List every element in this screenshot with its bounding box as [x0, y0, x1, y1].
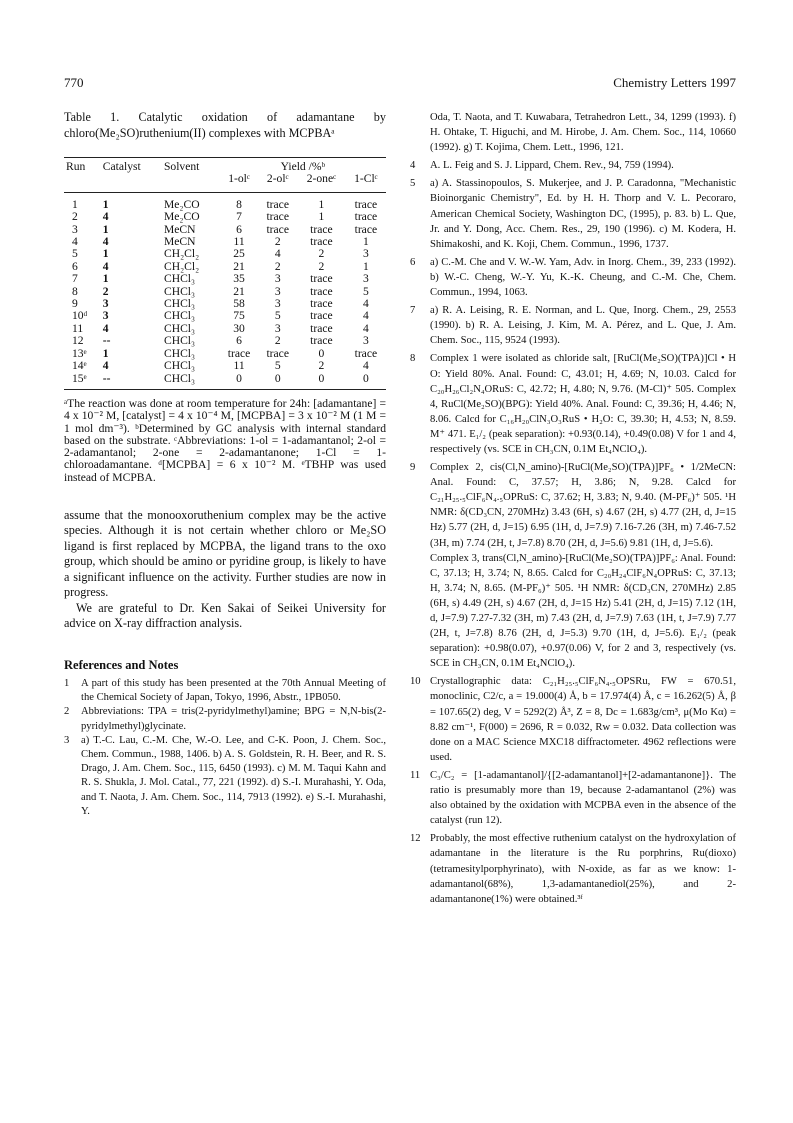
reference-item: [64, 734, 386, 819]
col-run: Run: [66, 160, 86, 173]
table-cell: CHCl₃: [163, 297, 196, 311]
table-cell: CHCl₃: [163, 284, 196, 298]
table-cell: 5: [274, 309, 281, 323]
reference-text: C₃/C₂ = [1-adamantanol]/{[2-adamantanol]+[2-adamantanone]}. The ratio is presumably more than 19, because 2-adamantanol (2%) was also obtained by the oxidation with MCPBA even in the absence of the catalyst (run 12).: [430, 769, 736, 827]
col-catalyst: Catalyst: [102, 160, 141, 173]
right-column: [400, 110, 736, 910]
reference-text: Crystallographic data: C₂₁H₂₅.₅ClF₆N₄.₅OPSRu, FW = 670.51, monoclinic, C2/c, a = 19.000(4) Å, b = 17.974(4) Å, c = 16.262(5) Å, β = 107.65(2) deg, V = 5292(2) Å³, Z = 8, Dc = 1.683g/cm³, μ(Mo Kα) = 8.82 cm⁻¹, F(000) = 2696, R = 0.032, Rw = 0.032. Data collection was done on a MAC Science MXC18 diffractometer. 4962 reflections were used.: [430, 676, 736, 763]
paragraph: assume that the monooxoruthenium complex may be the active species. Although it is not certain whether chloro or Me₂SO ligand is first replaced by MCPBA, the ligand trans to the oxo group, which should be amino or pyridine group, is likely to have a significant influence on the activity. Further studies are now in progress.: [64, 507, 386, 600]
table-cell: trace: [354, 222, 378, 236]
table-cell: 2: [318, 359, 325, 373]
reference-text: A. L. Feig and S. J. Lippard, Chem. Rev., 94, 759 (1994).: [430, 160, 674, 172]
table-cell: 1: [102, 346, 109, 360]
table-cell: 1: [102, 222, 109, 236]
table-cell: 0: [274, 371, 281, 385]
table-cell: 21: [233, 259, 245, 273]
left-column: [64, 110, 386, 819]
table-cell: 5: [72, 247, 78, 261]
reference-item: [400, 303, 736, 348]
reference-number: 3: [64, 734, 70, 746]
table-cell: 15ᵉ: [72, 371, 87, 385]
reference-item: [64, 705, 386, 733]
table-cell: 4: [102, 235, 109, 249]
table-cell: 6: [236, 222, 242, 236]
table-cell: trace: [354, 346, 378, 360]
table-cell: 4: [102, 259, 109, 273]
table-cell: 5: [274, 359, 281, 373]
table-cell: 21: [233, 284, 245, 298]
reference-number: 10: [410, 676, 421, 688]
table-row: [64, 360, 386, 372]
reference-text: a) C.-M. Che and V. W.-W. Yam, Adv. in Inorg. Chem., 39, 233 (1992). b) W.-C. Cheng, W.-Y. Yu, K.-K. Cheung, and C.-M. Che, Chem. Commun., 1994, 1063.: [430, 256, 736, 299]
table-cell: 3: [362, 334, 369, 348]
table-row: [64, 335, 386, 347]
results-table: [64, 157, 386, 390]
table-cell: 75: [233, 309, 245, 323]
table-cell: trace: [310, 297, 333, 311]
table-body: [64, 192, 386, 389]
col-2-one: 2-oneᶜ: [306, 172, 337, 186]
table-row: [64, 298, 386, 310]
reference-text: a) R. A. Leising, R. E. Norman, and L. Que, Inorg. Chem., 29, 2553 (1990). b) R. A. Leising, J. Kim, M. A. Pérez, and L. Que, J. Am. Chem. Soc., 115, 9524 (1993).: [430, 305, 736, 347]
reference-item: [64, 677, 386, 705]
table-row: [64, 236, 386, 248]
table-cell: 0: [362, 371, 369, 385]
reference-item: [400, 674, 736, 765]
table-cell: 3: [72, 222, 78, 236]
table-cell: 13ᵉ: [72, 346, 87, 360]
table-row: [64, 248, 386, 260]
table-cell: 4: [362, 321, 369, 335]
table-cell: CH₂Cl₂: [163, 259, 200, 273]
reference-text: Complex 1 were isolated as chloride salt, [RuCl(Me₂SO)(TPA)]Cl • H O: Yield 80%. Anal. Found: C, 43.01; H, 4.69; N, 10.03. Calcd for C₂₀H₂₆Cl₂N₄ORuS: C, 42.72; H, 4.80; N, 9.76. (M-Cl)⁺ 505. Complex 4, RuCl(Me₂SO)(BPG): Yield 40%. Anal. Found: C, 39.36; H, 4.46; N, 8.06. Calcd for C₁₆H₂₀ClN₃O₃RuS • H₂O: C, 39.30; H, 4.53; N, 8.59. M⁺ 471. E₁/₂ (peak separation): +0.93(0.14), +0.49(0.08) V for 1 and 4, respectively (vs. SCE in CH₃CN, 0.1M Et₄NClO₄).: [430, 353, 736, 455]
table-cell: 11: [72, 321, 84, 335]
table-row: [64, 224, 386, 236]
table-cell: --: [102, 334, 111, 348]
table-caption: Table 1. Catalytic oxidation of adamantane by chloro(Me₂SO)ruthenium(II) complexes with MCPBAᵃ: [64, 110, 386, 140]
table-cell: 4: [102, 321, 109, 335]
table-cell: CHCl₃: [163, 321, 196, 335]
reference-number: 7: [410, 305, 416, 317]
col-1-ol: 1-olᶜ: [228, 172, 250, 186]
reference-continuation: Oda, T. Naota, and T. Kuwabara, Tetrahedron Lett., 34, 1299 (1993). f) H. Ohtake, T. Higuchi, and M. Hirobe, J. Am. Chem. Soc., 114, 10660 (1992). g) T. Kojima, Chem. Lett., 1996, 121.: [430, 112, 736, 154]
table-cell: 6: [236, 334, 242, 348]
table-cell: trace: [266, 222, 289, 236]
table-cell: trace: [310, 235, 333, 249]
reference-item: [400, 176, 736, 251]
reference-text: A part of this study has been presented at the 70th Annual Meeting of the Chemical Society of Japan, Tokyo, 1996, Abstr., 1PB050.: [81, 677, 386, 704]
table-cell: 35: [233, 272, 245, 286]
table-cell: 4: [102, 359, 109, 373]
references-left: [64, 677, 386, 819]
reference-text-continued: Complex 3, trans(Cl,N_amino)-[RuCl(Me₂SO)(TPA)]PF₆: Anal. Found: C, 37.13; H, 3.74; N, 8.65. Calcd for C₂₀H₂₄ClF₆N₄OPRuS: C, 37.13; H, 3.74; N, 8.65. (M-PF₆)⁺ 505. ¹H NMR: δ(CD₃CN, 270MHz) 2.85 (6H, s) 4.49 (2H, s) 4.67 (2H, d, J=15 Hz) 5.41 (2H, d, J=15) 7.12 (1H, d, J=7.9) 7.27-7.32 (3H, m) 7.43 (2H, d, J=7.9) 7.63 (1H, t, J=7.9) 7.77 (2H, t, J=7.8) 8.76 (2H, d, J=5.3) 9.70 (1H, d, J=5.6). E₁/₂ (peak separation): +0.98(0.07), +0.97(0.06) V, for 2 and 3, respectively (vs. SCE in CH₃CN, 0.1M Et₄NClO₄).: [430, 552, 736, 670]
table-cell: 3: [274, 297, 281, 311]
table-cell: CHCl₃: [163, 371, 196, 385]
reference-number: 6: [410, 256, 416, 268]
table-cell: 1: [362, 235, 369, 249]
table-cell: 3: [274, 321, 281, 335]
table-cell: 12: [72, 334, 84, 348]
table-cell: 2: [274, 334, 281, 348]
table-cell: 14ᵉ: [72, 359, 87, 373]
reference-number: 5: [410, 178, 416, 190]
references-heading: References and Notes: [64, 657, 179, 672]
reference-number: 11: [410, 769, 421, 781]
table-row: [64, 323, 386, 335]
table-row: [64, 261, 386, 273]
table-cell: MeCN: [163, 235, 196, 249]
table-cell: 11: [233, 235, 245, 249]
table-cell: trace: [266, 346, 289, 360]
reference-number: 9: [410, 462, 416, 474]
reference-text: a) A. Stassinopoulos, S. Mukerjee, and J. P. Caradonna, "Mechanistic Bioinorganic Chemistry", Ed. by H. H. Thorp and V. L. Pecoraro, American Chemical Society, Washington DC, (1995), p. 83. b) L. Que, Jr. and Y. Dong, Acc. Chem. Res., 29, 190 (1996). c) M. Kodera, H. Shimakoshi, and K. Koji, Chem. Commun., 1996, 1737.: [430, 178, 736, 250]
table-cell: 1: [318, 197, 325, 211]
reference-item: [400, 460, 736, 671]
table-cell: trace: [310, 284, 333, 298]
table-cell: CHCl₃: [163, 272, 196, 286]
table-cell: 3: [274, 284, 281, 298]
table-cell: 4: [274, 247, 281, 261]
table-row: [64, 192, 386, 211]
col-solvent: Solvent: [163, 160, 200, 173]
reference-number: 4: [410, 160, 416, 172]
table-row: [64, 286, 386, 298]
table-cell: CHCl₃: [163, 334, 196, 348]
table-cell: 0: [318, 346, 325, 360]
reference-text: a) T.-C. Lau, C.-M. Che, W.-O. Lee, and C-K. Poon, J. Chem. Soc., Chem. Commun., 1988, 1406. b) A. S. Goldstein, R. H. Beer, and R. S. Drago, J. Am. Chem. Soc., 115, 6450 (1993). c) M. M. Taqui Kahn and R. S. Shukla, J. Mol. Catal., 77, 221 (1992). d) S.-I. Murahashi, Y. Oda, and T. Naota, J. Am. Chem. Soc., 114, 7913 (1992). e) S.-I. Murahashi, Y.: [81, 734, 386, 817]
reference-text: Probably, the most effective ruthenium catalyst on the hydroxylation of adamantane in the literature is the Ru porphrins, Ru(dioxo)(tetramesitylporphyrinato), with N-oxide, as far as we know: 1-adamantanol(68%), 1,3-adamantanediol(25%), and 2-adamantanone(1%) were obtained.³ᶠ: [430, 833, 736, 905]
page-number: 770: [64, 75, 84, 90]
table-cell: 30: [233, 321, 245, 335]
reference-number: 12: [410, 833, 421, 845]
table-cell: 1: [72, 197, 78, 211]
table-cell: 1: [362, 259, 369, 273]
table-row: [64, 273, 386, 285]
table-cell: trace: [310, 321, 333, 335]
reference-number: 1: [64, 677, 70, 689]
table-cell: Me₂CO: [163, 210, 200, 224]
table-cell: CHCl₃: [163, 359, 196, 373]
table-cell: 2: [318, 247, 325, 261]
table-cell: 8: [72, 284, 78, 298]
reference-item: [400, 768, 736, 828]
table-cell: 3: [362, 247, 369, 261]
reference-item: [400, 831, 736, 906]
reference-text: Abbreviations: TPA = tris(2-pyridylmethyl)amine; BPG = N,N-bis(2-pyridylmethyl)glycinate.: [81, 706, 386, 732]
table-cell: 5: [362, 284, 369, 298]
table-cell: 9: [72, 297, 78, 311]
table-cell: 7: [72, 272, 78, 286]
reference-number: 8: [410, 353, 416, 365]
table-cell: Me₂CO: [163, 197, 200, 211]
table-cell: 2: [102, 284, 109, 298]
table-cell: trace: [310, 334, 333, 348]
table-cell: 4: [362, 297, 369, 311]
table-cell: trace: [354, 210, 378, 224]
table-cell: 4: [102, 210, 109, 224]
table-cell: 4: [362, 309, 369, 323]
table-cell: 1: [102, 272, 109, 286]
table-cell: 4: [362, 359, 369, 373]
table-cell: trace: [227, 346, 251, 360]
table-cell: CH₂Cl₂: [163, 247, 200, 261]
table-row: [64, 211, 386, 223]
table-cell: MeCN: [163, 222, 196, 236]
table-cell: 3: [274, 272, 281, 286]
table-cell: trace: [266, 197, 289, 211]
table-cell: 1: [102, 247, 109, 261]
table-cell: 1: [318, 210, 325, 224]
table-cell: 25: [233, 247, 245, 261]
table-cell: 11: [233, 359, 245, 373]
col-1-cl: 1-Clᶜ: [354, 172, 378, 186]
table-cell: trace: [310, 309, 333, 323]
table-cell: CHCl₃: [163, 309, 196, 323]
reference-number: 2: [64, 706, 70, 718]
table-cell: 58: [233, 297, 245, 311]
table-cell: 2: [72, 210, 78, 224]
acknowledgement: We are grateful to Dr. Ken Sakai of Seikei University for advice on X-ray diffraction analysis.: [64, 600, 386, 631]
table-cell: 2: [274, 259, 281, 273]
table-cell: 3: [102, 309, 109, 323]
reference-item: [400, 158, 736, 173]
table-cell: 0: [236, 371, 242, 385]
table-cell: CHCl₃: [163, 346, 196, 360]
table-cell: trace: [266, 210, 289, 224]
table-cell: 3: [362, 272, 369, 286]
journal-header: Chemistry Letters 1997: [613, 75, 736, 90]
table-cell: trace: [310, 272, 333, 286]
table-cell: 8: [236, 197, 242, 211]
table-cell: 2: [318, 259, 325, 273]
table-cell: 6: [72, 259, 78, 273]
reference-text: Complex 2, cis(Cl,N_amino)-[RuCl(Me₂SO)(TPA)]PF₆ • 1/2MeCN: Anal. Found: C, 37.57; H, 3.86; N, 9.28. Calcd for C₂₁H₂₅.₅ClF₆N₄.₅OPRuS: C, 37.62; H, 3.83; N, 9.40. (M-PF₆)⁺ 505. ¹H NMR: δ(CD₃CN, 270MHz) 3.43 (6H, s) 4.67 (2H, s) 4.77 (2H, d, J=15 Hz) 5.77 (2H, d, J=15) 6.95 (1H, d, J=7.9) 7.16-7.26 (3H, m) 7.46-7.52 (3H, m) 7.74 (2H, t, J=7.8) 8.70 (2H, d, J=5.6) 9.81 (1H, d, J=5.6).: [430, 462, 736, 549]
table-cell: 10ᵈ: [72, 309, 88, 323]
table-cell: 3: [102, 297, 109, 311]
yield-group-header: Yield /%ᵇ: [280, 160, 326, 173]
table-row: [64, 373, 386, 390]
table-cell: --: [102, 371, 111, 385]
table-cell: 1: [102, 197, 109, 211]
table-cell: 0: [318, 371, 325, 385]
table-cell: 2: [274, 235, 281, 249]
reference-item: [400, 255, 736, 300]
table-cell: 7: [236, 210, 242, 224]
references-right: [400, 158, 736, 907]
table-cell: trace: [354, 197, 378, 211]
table-row: [64, 310, 386, 322]
table-cell: 4: [72, 235, 78, 249]
body-text: [64, 508, 386, 632]
table-cell: trace: [310, 222, 333, 236]
table-footnote: ᵃThe reaction was done at room temperature for 24h: [adamantane] = 4 x 10⁻² M, [catalyst] = 4 x 10⁻⁴ M, [MCPBA] = 3 x 10⁻² M (1 M = 1 mol dm⁻³). ᵇDetermined by GC analysis with internal standard based on the substrate. ᶜAbbreviations: 1-ol = 1-adamantanol; 2-ol = 2-adamantanol; 2-one = 2-adamantanone; 1-Cl = 1-chloroadamantane. ᵈ[MCPBA] = 6 x 10⁻² M. ᵉTBHP was used instead of MCPBA.: [64, 396, 386, 484]
table-row: [64, 348, 386, 360]
col-2-ol: 2-olᶜ: [266, 172, 289, 186]
reference-item: [400, 351, 736, 457]
